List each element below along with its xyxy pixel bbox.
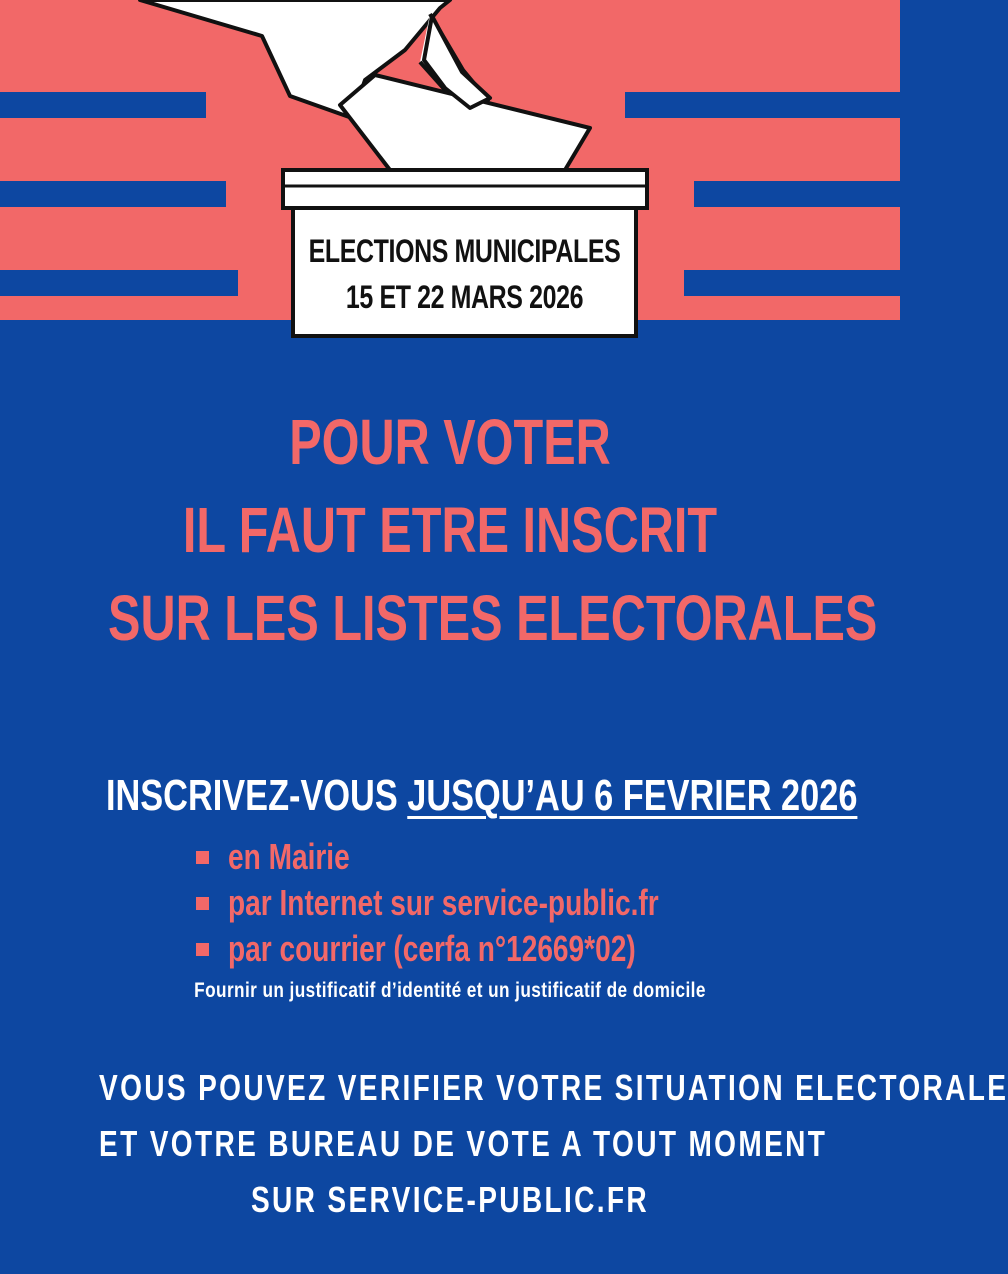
documents-note-text: Fournir un justificatif d’identité et un justificatif de domicile: [194, 979, 706, 1002]
verify-line-2: ET VOTRE BUREAU DE VOTE A TOUT MOMENT: [99, 1123, 828, 1164]
deadline-date: JUSQU’AU 6 FEVRIER 2026: [407, 771, 858, 820]
headline-line-1: POUR VOTER: [289, 406, 611, 478]
bullet-square-icon: [196, 943, 209, 956]
headline-line-2: IL FAUT ETRE INSCRIT: [182, 494, 718, 566]
registration-methods: [196, 834, 780, 972]
list-item: [196, 926, 780, 972]
election-dates: 15 ET 22 MARS 2026: [345, 279, 584, 315]
ballot-box-label: [308, 212, 621, 336]
list-item: [196, 834, 780, 880]
method-label: par Internet sur service-public.fr: [228, 882, 659, 923]
method-label: par courrier (cerfa n°12669*02): [228, 928, 636, 969]
election-title: ELECTIONS MUNICIPALES: [308, 233, 621, 269]
verify-line-1: VOUS POUVEZ VERIFIER VOTRE SITUATION ELECTORALE: [99, 1067, 1008, 1108]
registration-deadline: [0, 766, 900, 826]
verify-line-3: SUR SERVICE-PUBLIC.FR: [250, 1179, 650, 1220]
bullet-square-icon: [196, 897, 209, 910]
documents-note: [0, 976, 900, 1006]
verify-message: [0, 1060, 1008, 1228]
main-headline: [0, 398, 900, 662]
registration-lead: INSCRIVEZ-VOUS: [105, 771, 408, 820]
method-label: en Mairie: [228, 836, 350, 877]
bullet-square-icon: [196, 851, 209, 864]
list-item: [196, 880, 780, 926]
headline-line-3: SUR LES LISTES ELECTORALES: [108, 582, 878, 654]
